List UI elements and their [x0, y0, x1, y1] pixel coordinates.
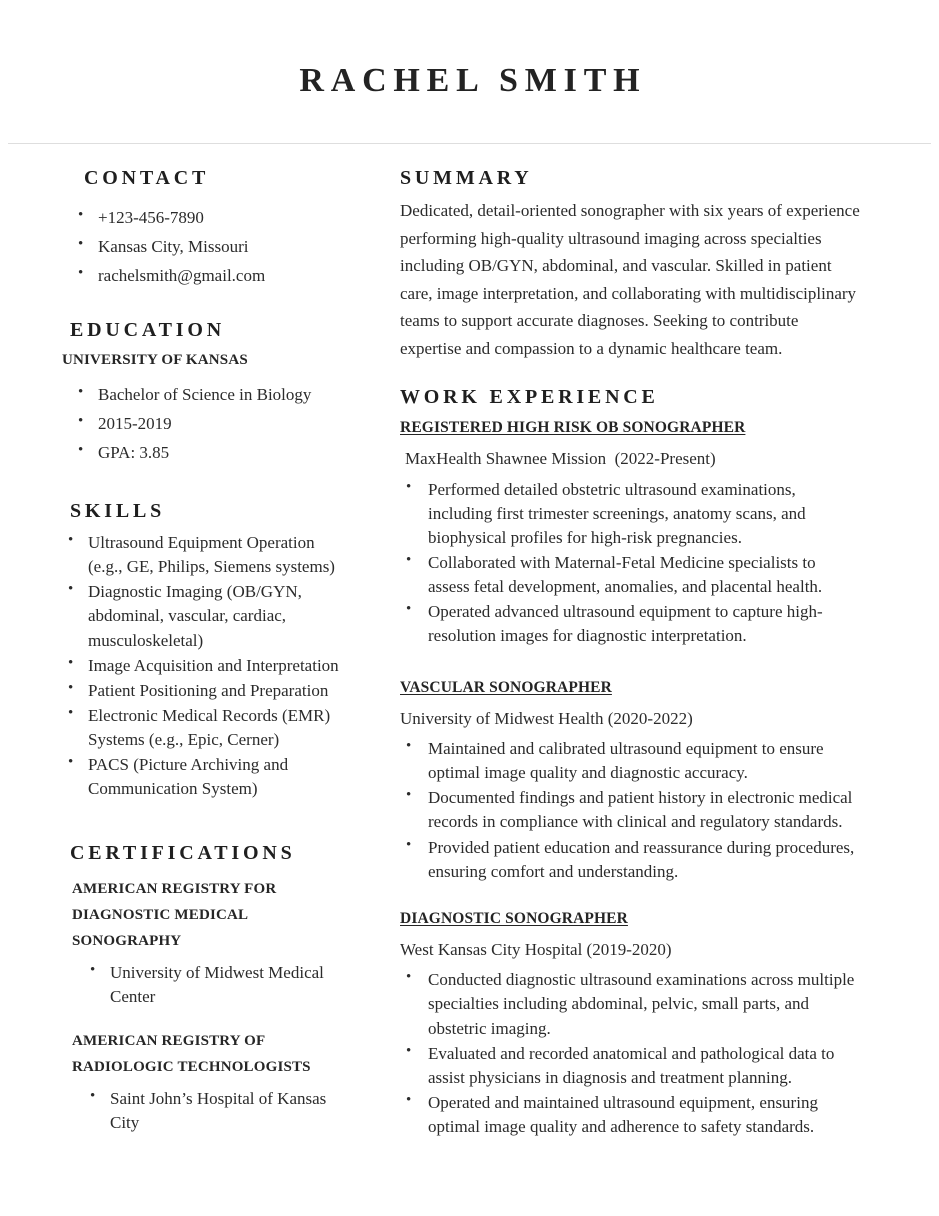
section-title-contact: CONTACT [84, 167, 210, 189]
job-company: MaxHealth Shawnee Mission (2022-Present) [405, 449, 716, 469]
list-item: • PACS (Picture Archiving and Communication System) [68, 753, 346, 801]
section-title-certifications: CERTIFICATIONS [70, 842, 296, 865]
contact-list [78, 206, 346, 288]
job-entry [400, 679, 861, 884]
section-title-summary: SUMMARY [400, 167, 533, 189]
education-school: UNIVERSITY OF KANSAS [62, 352, 248, 369]
list-item: • Patient Positioning and Preparation [68, 679, 346, 703]
job-bullet-list [406, 478, 861, 649]
job-title: DIAGNOSTIC SONOGRAPHER [400, 909, 628, 927]
section-title-education: EDUCATION [70, 319, 225, 342]
list-item: • Image Acquisition and Interpretation [68, 654, 346, 678]
education-list [78, 383, 346, 465]
list-item: • Documented findings and patient history in electronic medical records in compliance with clinical and regulatory standards. [406, 786, 861, 834]
certification-name: AMERICAN REGISTRY FOR DIAGNOSTIC MEDICAL SONOGRAPHY [72, 881, 277, 950]
list-item: • Kansas City, Missouri [78, 235, 346, 259]
right-column [368, 166, 939, 1143]
list-item: • Operated and maintained ultrasound equipment, ensuring optimal image quality and adherence to safety standards. [406, 1091, 861, 1139]
list-item: • Conducted diagnostic ultrasound examinations across multiple specialties including abdominal, pelvic, small parts, and obstetric imaging. [406, 968, 861, 1040]
job-title: VASCULAR SONOGRAPHER [400, 678, 612, 696]
resume-body [0, 144, 939, 1143]
certification-list [90, 1087, 346, 1135]
list-item: • Saint John’s Hospital of Kansas City [90, 1087, 346, 1135]
job-bullet-list [406, 968, 861, 1139]
list-item: • Operated advanced ultrasound equipment to capture high-resolution images for diagnostic interpretation. [406, 600, 861, 648]
list-item: • Ultrasound Equipment Operation (e.g., GE, Philips, Siemens systems) [68, 531, 346, 579]
certification-entry [62, 877, 346, 1009]
list-item: • GPA: 3.85 [78, 441, 346, 465]
certification-list [90, 961, 346, 1009]
list-item: • Maintained and calibrated ultrasound equipment to ensure optimal image quality and diagnostic accuracy. [406, 737, 861, 785]
list-item: • +123-456-7890 [78, 206, 346, 230]
list-item: • Electronic Medical Records (EMR) Systems (e.g., Epic, Cerner) [68, 704, 346, 752]
job-company: West Kansas City Hospital (2019-2020) [400, 939, 672, 959]
section-title-skills: SKILLS [70, 500, 166, 523]
skills-list [68, 531, 346, 801]
list-item: • University of Midwest Medical Center [90, 961, 346, 1009]
certification-name: AMERICAN REGISTRY OF RADIOLOGIC TECHNOLOGISTS [72, 1033, 311, 1075]
list-item: • Evaluated and recorded anatomical and pathological data to assist physicians in diagnosis and treatment planning. [406, 1042, 861, 1090]
job-entry [400, 910, 861, 1139]
summary-text: Dedicated, detail-oriented sonographer with six years of experience performing high-quality ultrasound imaging across specialties including OB/GYN, abdominal, and vascular. Skilled in patient care, image interpretation, and collaborating with multidisciplinary teams to support accurate diagnoses. Seeking to contribute expertise and compassion to a dynamic healthcare team. [400, 201, 860, 358]
resume-header [0, 0, 939, 143]
list-item: • Provided patient education and reassurance during procedures, ensuring comfort and understanding. [406, 836, 861, 884]
page-title: RACHEL SMITH [299, 61, 647, 99]
certification-entry [62, 1029, 346, 1135]
job-entry [400, 419, 861, 648]
list-item: • 2015-2019 [78, 412, 346, 436]
left-column [0, 166, 368, 1137]
list-item: • Bachelor of Science in Biology [78, 383, 346, 407]
list-item: • Collaborated with Maternal-Fetal Medicine specialists to assess fetal development, anomalies, and placental health. [406, 551, 861, 599]
job-company: University of Midwest Health (2020-2022) [400, 708, 693, 728]
job-title: REGISTERED HIGH RISK OB SONOGRAPHER [400, 419, 746, 437]
list-item: • Diagnostic Imaging (OB/GYN, abdominal, vascular, cardiac, musculoskeletal) [68, 580, 346, 652]
list-item: • rachelsmith@gmail.com [78, 264, 346, 288]
job-bullet-list [406, 737, 861, 884]
section-title-work-experience: WORK EXPERIENCE [400, 386, 659, 409]
list-item: • Performed detailed obstetric ultrasound examinations, including first trimester screenings, anatomy scans, and biophysical profiles for high-risk pregnancies. [406, 478, 861, 550]
